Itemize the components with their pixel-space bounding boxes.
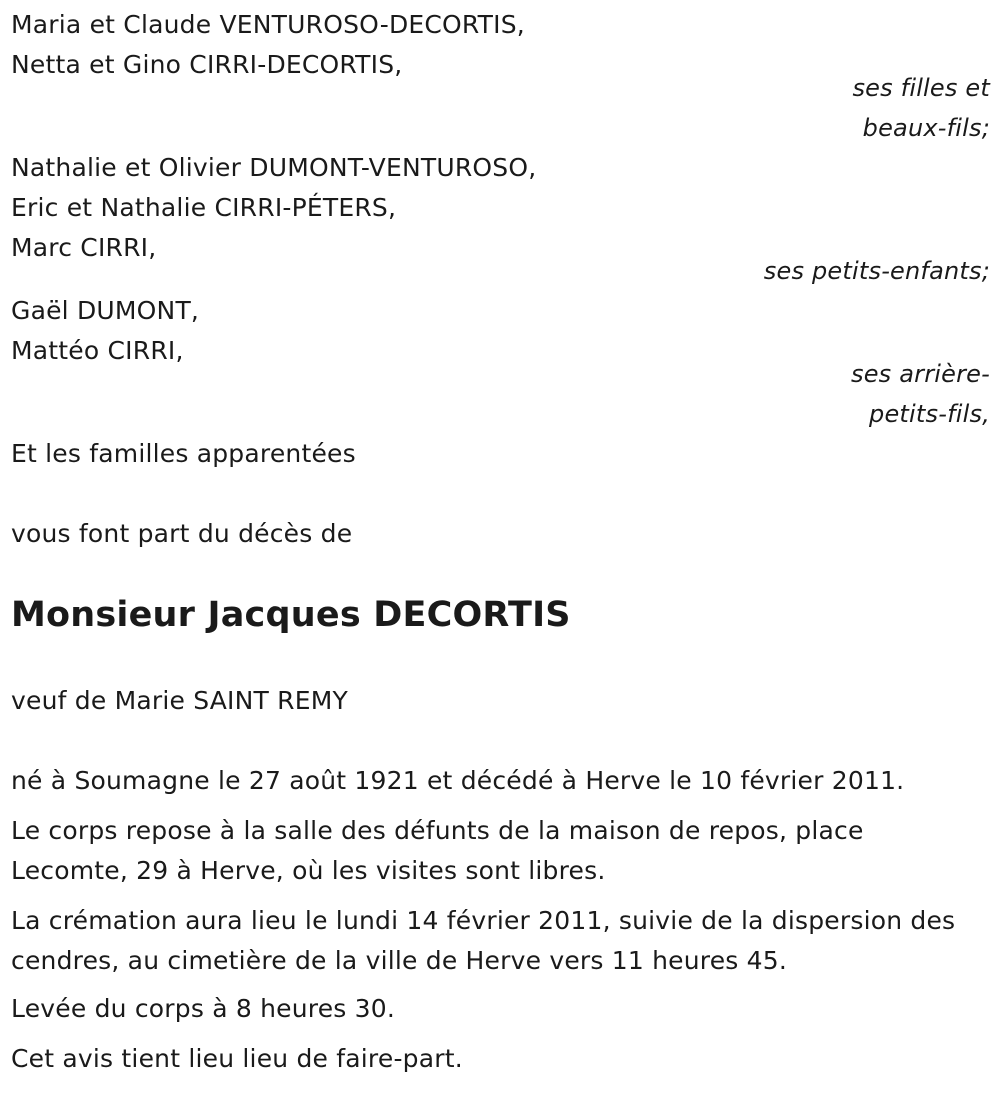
relation-great-grandchildren-1: ses arrière- [851,360,990,388]
related-families: Et les familles apparentées [11,439,356,468]
announcement-intro: vous font part du décès de [11,519,353,548]
cremation-line-1: La crémation aura lieu le lundi 14 février 2011, suivie de la dispersion des [11,906,956,935]
widower-of: veuf de Marie SAINT REMY [11,686,348,715]
body-rest-line-2: Lecomte, 29 à Herve, où les visites sont libres. [11,856,606,885]
relation-children-1: ses filles et [852,74,990,102]
body-rest-line-1: Le corps repose à la salle des défunts de la maison de repos, place [11,816,864,845]
family-line-children-1: Maria et Claude VENTUROSO-DECORTIS, [11,10,525,39]
family-line-great-grandchildren-2: Mattéo CIRRI, [11,336,184,365]
departure-line: Levée du corps à 8 heures 30. [11,994,396,1023]
family-line-great-grandchildren-1: Gaël DUMONT, [11,296,200,325]
cremation-line-2: cendres, au cimetière de la ville de Herve vers 11 heures 45. [11,946,788,975]
family-line-grandchildren-3: Marc CIRRI, [11,233,157,262]
relation-grandchildren: ses petits-enfants; [763,257,990,285]
birth-death-line: né à Soumagne le 27 août 1921 et décédé à Herve le 10 février 2011. [11,766,905,795]
notice-line: Cet avis tient lieu lieu de faire-part. [11,1044,463,1073]
family-line-grandchildren-1: Nathalie et Olivier DUMONT-VENTUROSO, [11,153,537,182]
family-line-children-2: Netta et Gino CIRRI-DECORTIS, [11,50,403,79]
deceased-name: Monsieur Jacques DECORTIS [11,595,571,635]
relation-great-grandchildren-2: petits-fils, [869,400,990,428]
family-line-grandchildren-2: Eric et Nathalie CIRRI-PÉTERS, [11,193,397,222]
relation-children-2: beaux-fils; [862,114,990,142]
